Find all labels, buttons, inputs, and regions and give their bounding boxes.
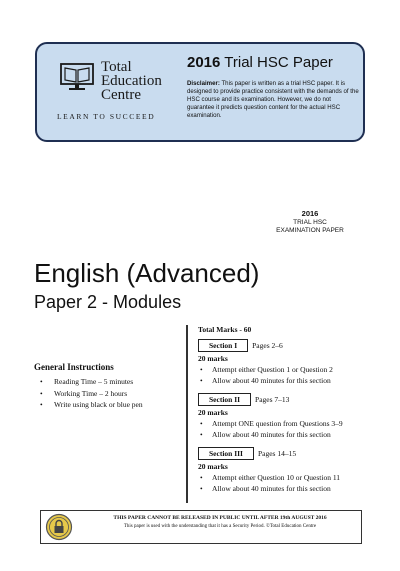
header-banner (35, 42, 365, 142)
section-marks: 20 marks (198, 408, 228, 417)
section-list (198, 364, 368, 386)
section-marks: 20 marks (198, 462, 228, 471)
column-divider (186, 325, 188, 503)
section-header (198, 392, 368, 406)
security-notice-detail: This paper is used with the understanding that it has a Security Period. ©Total Education Centre (123, 524, 317, 529)
side-label-line-2: EXAMINATION PAPER (276, 227, 344, 234)
list-item: • Allow about 40 minutes for this section (198, 429, 368, 440)
side-label-line-1: TRIAL HSC (293, 218, 327, 226)
section-1 (198, 338, 368, 386)
subject-title: English (Advanced) (34, 258, 260, 288)
banner-title-text: Trial HSC Paper (224, 54, 333, 71)
banner-year: 2016 (187, 54, 221, 71)
security-notice-headline: THIS PAPER CANNOT BE RELEASED IN PUBLIC UNTIL AFTER 19th AUGUST 2016 (113, 515, 327, 521)
sections-column (198, 325, 368, 500)
section-pages: Pages 2–6 (252, 340, 283, 350)
list-item: • Write using black or blue pen (34, 399, 184, 411)
total-marks: Total Marks - 60 (198, 325, 252, 334)
list-item: • Attempt either Question 10 or Question 11 (198, 472, 368, 483)
security-seal-icon (45, 513, 73, 541)
section-header (198, 338, 368, 352)
side-label-year: 2016 (301, 209, 319, 218)
logo-line-3: Centre (101, 87, 141, 103)
banner-title (187, 54, 357, 71)
monitor-book-icon (59, 62, 95, 92)
section-label: Section III (198, 447, 254, 460)
paper-title: Paper 2 - Modules (34, 292, 182, 312)
section-list (198, 472, 368, 494)
section-2 (198, 392, 368, 440)
list-item: • Reading Time – 5 minutes (34, 376, 184, 388)
section-pages: Pages 7–13 (255, 394, 290, 404)
disclaimer-text: This paper is written as a trial HSC paper. It is designed to provide practice consistent with the demands of the HSC course and its examination. However, we do not guarantee it predicts question content for the actual HSC examination. (187, 80, 359, 120)
section-list (198, 418, 368, 440)
list-item: • Attempt either Question 1 or Question 2 (198, 364, 368, 375)
section-label: Section II (198, 393, 251, 406)
list-item: • Allow about 40 minutes for this section (198, 483, 368, 494)
general-instructions-heading: General Instructions (34, 362, 114, 372)
logo-tagline: LEARN TO SUCCEED (57, 112, 156, 121)
section-3 (198, 446, 368, 494)
section-marks: 20 marks (198, 354, 228, 363)
disclaimer-label: Disclaimer: (187, 80, 220, 87)
list-item: • Working Time – 2 hours (34, 388, 184, 400)
list-item: • Attempt ONE question from Questions 3–9 (198, 418, 368, 429)
security-notice (40, 510, 362, 544)
logo-line-2: Education (101, 73, 162, 89)
logo-line-1: Total (101, 59, 132, 75)
section-header (198, 446, 368, 460)
side-label (260, 210, 360, 236)
logo-name (101, 60, 191, 102)
list-item: • Allow about 40 minutes for this section (198, 375, 368, 386)
disclaimer (187, 80, 359, 120)
section-pages: Pages 14–15 (257, 448, 297, 458)
general-instructions-list (34, 376, 184, 411)
section-label: Section I (198, 339, 248, 352)
